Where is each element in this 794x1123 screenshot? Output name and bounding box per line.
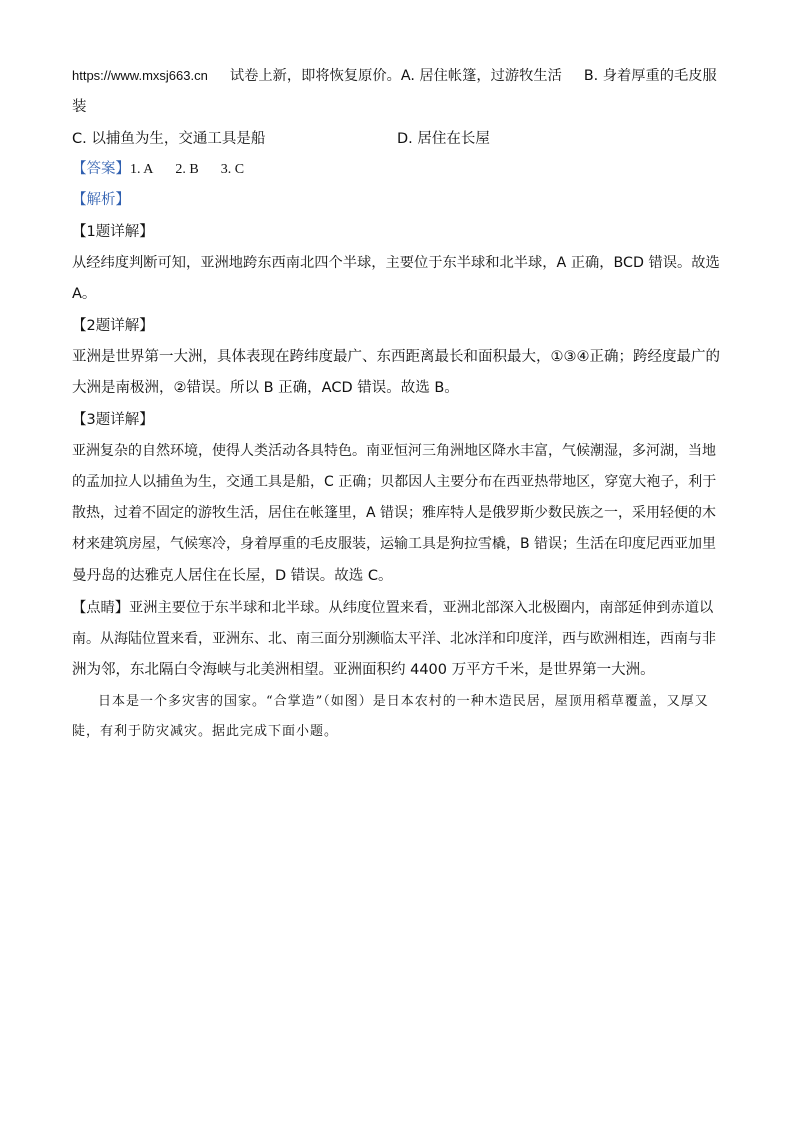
comment-label: 【点睛】 — [72, 600, 130, 616]
q2-title: 【2题详解】 — [72, 318, 154, 334]
answer-row — [72, 159, 266, 180]
option-b: B. 身着厚重的毛皮服 — [583, 68, 717, 84]
comment-line-3: 洲为邻，东北隔白令海峡与北美洲相望。亚洲面积约 4400 万平方千米，是世界第一大洲。 — [72, 662, 655, 678]
options-row — [72, 129, 722, 149]
answer-label: 【答案】 — [72, 161, 130, 177]
q1-title: 【1题详解】 — [72, 224, 154, 240]
analysis-label: 【解析】 — [72, 192, 130, 208]
q3-line-5: 曼丹岛的达雅克人居住在长屋，D 错误。故选 C。 — [72, 568, 393, 584]
comment-line-2: 南。从海陆位置来看，亚洲东、北、南三面分别濒临太平洋、北冰洋和印度洋，西与欧洲相连，西南与非 — [72, 631, 716, 647]
q3-title: 【3题详解】 — [72, 412, 154, 428]
q3-line-3: 散热，过着不固定的游牧生活，居住在帐篷里，A 错误；雅库特人是俄罗斯少数民族之一，采用轻便的木 — [72, 505, 717, 521]
site-url[interactable]: https://www.mxsj663.cn — [72, 68, 208, 83]
option-d: D. 居住在长屋 — [397, 131, 490, 147]
q2-line-2: 大洲是南极洲，②错误。所以 B 正确，ACD 错误。故选 B。 — [72, 380, 459, 396]
comment-line-1 — [72, 598, 713, 618]
next-question-intro: 日本是一个多灾害的国家。“合掌造”（如图）是日本农村的一种木造民居，屋顶用稻草覆盖，又厚又陡，有利于防灾减灾。据此完成下面小题。 — [72, 694, 709, 739]
option-a: A. 居住帐篷，过游牧生活 — [400, 68, 562, 84]
header-line — [72, 66, 717, 86]
q3-line-4: 材来建筑房屋，气候寒冷，身着厚重的毛皮服装，运输工具是狗拉雪橇，B 错误；生活在印度尼西亚加里 — [72, 536, 717, 552]
answer-item-1: 1. A — [130, 162, 154, 177]
option-c: C. 以捕鱼为生，交通工具是船 — [72, 131, 266, 147]
q3-line-2: 的孟加拉人以捕鱼为生，交通工具是船，C 正确；贝都因人主要分布在西亚热带地区，穿宽大袍子，利于 — [72, 474, 717, 490]
comment-text-1: 亚洲主要位于东半球和北半球。从纬度位置来看，亚洲北部深入北极圈内，南部延伸到赤道以 — [129, 600, 714, 616]
answer-item-2: 2. B — [175, 162, 199, 177]
option-b-continued: 装 — [72, 99, 87, 115]
q1-line-1: 从经纬度判断可知，亚洲地跨东西南北四个半球，主要位于东半球和北半球，A 正确，BCD 错误。故选 — [72, 255, 720, 271]
answer-item-3: 3. C — [220, 162, 245, 177]
q3-line-1: 亚洲复杂的自然环境，使得人类活动各具特色。南亚恒河三角洲地区降水丰富，气候潮湿，多河湖，当地 — [72, 443, 716, 459]
q1-line-2: A。 — [72, 286, 97, 302]
promo-text: 试卷上新，即将恢复原价。 — [229, 68, 401, 84]
q2-line-1: 亚洲是世界第一大洲，具体表现在跨纬度最广、东西距离最长和面积最大，①③④正确；跨经度最广的 — [72, 349, 720, 365]
